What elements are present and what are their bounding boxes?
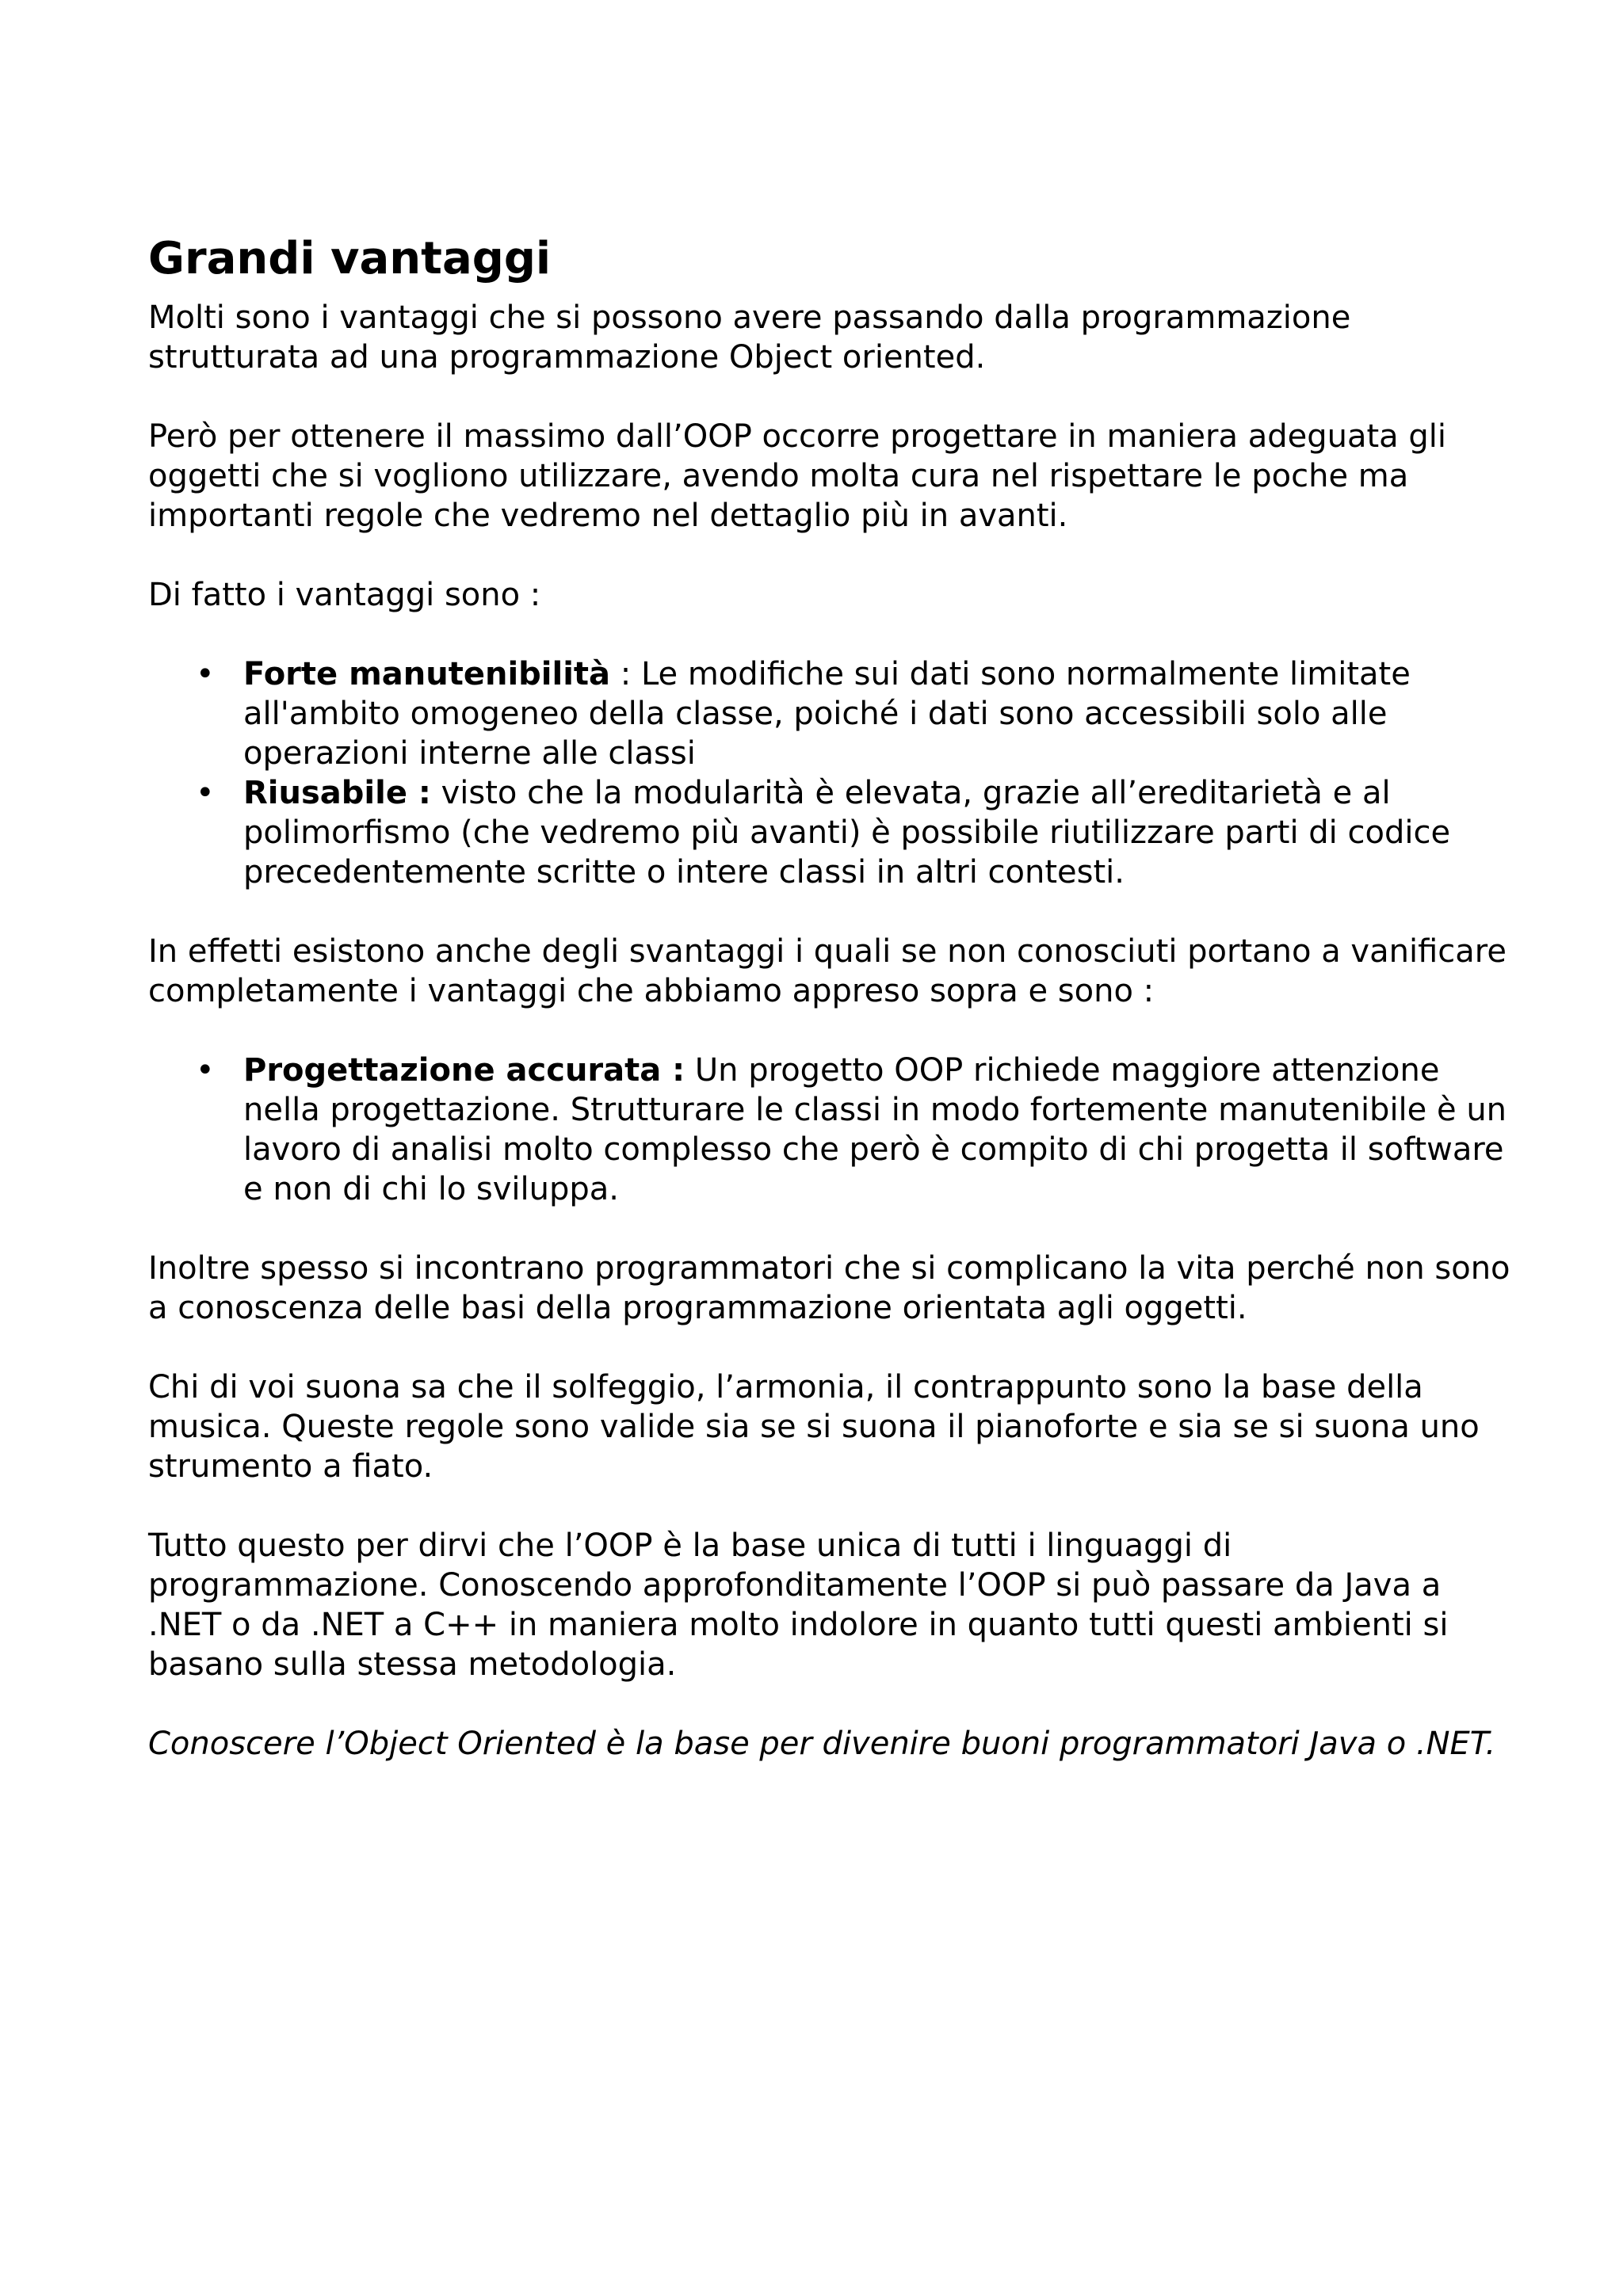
paragraph-oop-design: Però per ottenere il massimo dall’OOP occorre progettare in maniera adeguata gli oggetti che si vogliono utilizzare, avendo molta cura nel rispettare le poche ma importanti regole che vedremo nel dettaglio più in avanti. — [148, 418, 1446, 534]
list-item — [196, 654, 1511, 773]
list-item-text: : Le modifiche sui dati sono normalmente limitate all'ambito omogeneo della classe, poiché i dati sono accessibili solo alle operazioni interne alle classi — [243, 656, 1411, 772]
paragraph-music-analogy: Chi di voi suona sa che il solfeggio, l’armonia, il contrappunto sono la base della musica. Queste regole sono valide sia se si suona il pianoforte e sia se si suona uno strumento a fiato. — [148, 1369, 1480, 1485]
list-item-text: Un progetto OOP richiede maggiore attenzione nella progettazione. Strutturare le classi in modo fortemente manutenibile è un lavoro di analisi molto complesso che però è compito di chi progetta il software e non di chi lo sviluppa. — [243, 1052, 1507, 1207]
paragraph-disadvantages-intro: In effetti esistono anche degli svantaggi i quali se non conosciuti portano a vanificare completamente i vantaggi che abbiamo appreso sopra e sono : — [148, 933, 1507, 1009]
paragraph-oop-base: Tutto questo per dirvi che l’OOP è la base unica di tutti i linguaggi di programmazione. Conoscendo approfonditamente l’OOP si può passare da Java a .NET o da .NET a C++ in maniera molto indolore in quanto tutti questi ambienti si basano sulla stessa metodologia. — [148, 1527, 1449, 1683]
paragraph-advantages-intro: Di fatto i vantaggi sono : — [148, 577, 541, 613]
advantages-list — [148, 654, 1511, 892]
bullet-icon: • — [196, 656, 215, 692]
disadvantages-list — [148, 1051, 1511, 1209]
list-item-term: Forte manutenibilità — [243, 656, 611, 692]
conclusion-paragraph: Conoscere l’Object Oriented è la base per divenire buoni programmatori Java o .NET. — [148, 1726, 1496, 1762]
list-item-term: Riusabile : — [243, 775, 431, 811]
page-title: Grandi vantaggi — [148, 233, 552, 284]
bullet-icon: • — [196, 775, 215, 811]
list-item — [196, 1051, 1511, 1209]
list-item-text: visto che la modularità è elevata, grazie all’ereditarietà e al polimorfismo (che vedremo più avanti) è possibile riutilizzare parti di codice precedentemente scritte o intere classi in altri contesti. — [243, 775, 1451, 891]
document-page — [148, 231, 1511, 1803]
intro-paragraph: Molti sono i vantaggi che si possono avere passando dalla programmazione strutturata ad una programmazione Object oriented. — [148, 299, 1351, 376]
list-item — [196, 773, 1511, 892]
list-item-term: Progettazione accurata : — [243, 1052, 685, 1089]
bullet-icon: • — [196, 1052, 215, 1089]
paragraph-programmers: Inoltre spesso si incontrano programmatori che si complicano la vita perché non sono a conoscenza delle basi della programmazione orientata agli oggetti. — [148, 1250, 1510, 1326]
